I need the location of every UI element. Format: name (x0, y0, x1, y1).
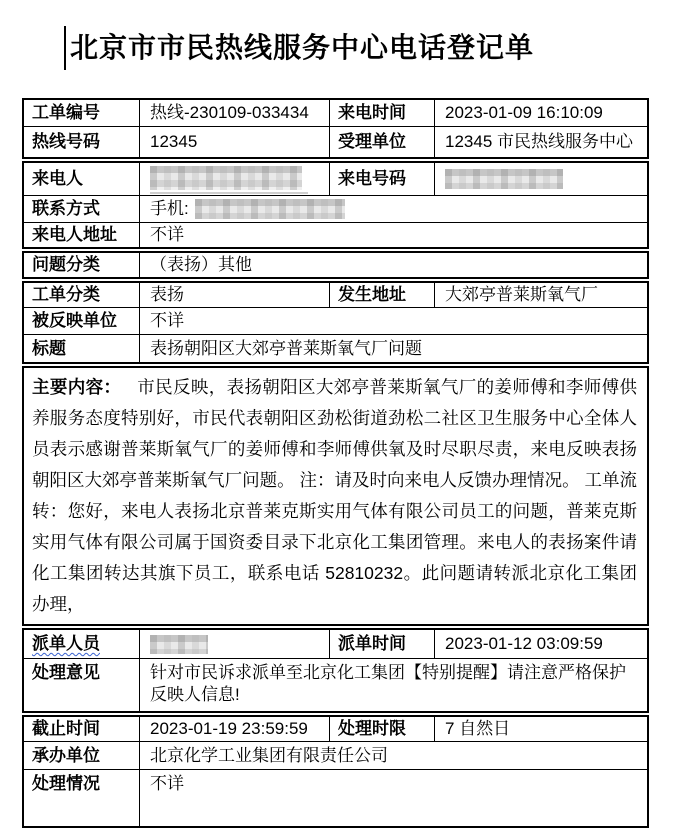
field-dispatch-time-label: 派单时间 (329, 630, 434, 658)
field-caller-no-value (434, 163, 647, 195)
field-status-label: 处理情况 (32, 774, 100, 793)
table-row (24, 222, 647, 247)
redacted-phone-number (195, 199, 345, 219)
field-caller-addr-label: 来电人地址 (32, 225, 117, 244)
dispatcher-label-text: 派单人员 (32, 634, 100, 653)
table-row (24, 741, 647, 769)
field-order-cat-value: 表扬 (139, 283, 329, 307)
contact-prefix: 手机: (150, 199, 189, 218)
field-reported-unit-value: 不详 (139, 308, 647, 334)
field-hotline-no-value: 12345 (139, 127, 329, 157)
field-contact-value (139, 196, 647, 222)
field-time-limit-label: 处理时限 (329, 717, 434, 741)
field-time-limit-value: 7 自然日 (434, 717, 647, 741)
table-row (24, 253, 647, 277)
field-caller-value (139, 163, 329, 195)
table-row (24, 630, 647, 658)
main-content-label: 主要内容： (32, 377, 122, 397)
field-deadline-label: 截止时间 (32, 719, 100, 738)
field-subject-value: 表扬朝阳区大郊亭普莱斯氧气厂问题 (139, 335, 647, 362)
section-problem-category (22, 251, 649, 279)
table-row (24, 769, 647, 826)
table-row (24, 717, 647, 741)
redacted-dispatcher-name (150, 635, 208, 654)
field-order-no-label: 工单编号 (32, 103, 100, 122)
field-caller-label: 来电人 (32, 169, 83, 188)
field-call-time-value: 2023-01-09 16:10:09 (434, 100, 647, 126)
title-block (64, 26, 534, 70)
main-content-text: 市民反映，表扬朝阳区大郊亭普莱斯氧气厂的姜师傅和李师傅供养服务态度特别好，市民代表朝阳区劲松街道劲松二社区卫生服务中心全体人员表示感谢普莱斯氧气厂的姜师傅和李师傅供氧及时尽职尽责，来电反映表扬朝阳区大郊亭普莱斯氧气厂问题。 注：请及时向来电人反馈办理情况。 工单流转：您好，来电人表扬北京普莱克斯实用气体有限公司员工的问题，普莱克斯实用气体有限公司属于国资委目录下北京化工集团管理。来电人的表扬案件请化工集团转达其旗下员工，联系电话 52810232。此问题请转派北京化工集团办理， (32, 377, 637, 614)
table-row (24, 126, 647, 157)
table-row (24, 307, 647, 334)
field-problem-cat-label: 问题分类 (32, 255, 100, 274)
redacted-caller-name (150, 164, 308, 194)
section-order-info (22, 98, 649, 159)
table-row (24, 283, 647, 307)
section-dispatch (22, 628, 649, 713)
section-handling (22, 715, 649, 828)
section-main-content (22, 366, 649, 626)
table-row (24, 163, 647, 195)
field-dispatcher-label (24, 630, 139, 658)
table-row (24, 658, 647, 711)
field-contact-label: 联系方式 (32, 199, 100, 218)
field-order-cat-label: 工单分类 (32, 285, 100, 304)
table-row (24, 100, 647, 126)
field-accept-unit-label: 受理单位 (329, 127, 434, 157)
field-main-content (24, 368, 647, 624)
page-title: 北京市市民热线服务中心电话登记单 (70, 32, 535, 63)
field-dispatcher-value (139, 630, 329, 658)
section-order-category (22, 281, 649, 364)
field-handler-unit-value: 北京化学工业集团有限责任公司 (139, 742, 647, 769)
field-hotline-no-label: 热线号码 (32, 132, 100, 151)
field-call-time-label: 来电时间 (329, 100, 434, 126)
field-handler-unit-label: 承办单位 (32, 745, 100, 765)
field-subject-label: 标题 (32, 338, 66, 358)
table-row (24, 368, 647, 624)
field-caller-addr-value: 不详 (139, 223, 647, 247)
table-row (24, 334, 647, 362)
field-problem-cat-value: （表扬）其他 (139, 253, 647, 277)
redaction-underline (150, 192, 308, 194)
text-cursor (64, 26, 66, 70)
section-caller-info (22, 161, 649, 249)
field-dispatch-time-value: 2023-01-12 03:09:59 (434, 630, 647, 658)
field-accept-unit-value: 12345 市民热线服务中心 (434, 127, 647, 157)
field-opinion-label: 处理意见 (32, 663, 100, 682)
field-reported-unit-label: 被反映单位 (32, 311, 117, 330)
field-incident-addr-label: 发生地址 (329, 283, 434, 307)
pixelated-redaction (150, 166, 302, 190)
field-caller-no-label: 来电号码 (329, 163, 434, 195)
redacted-caller-number (445, 169, 563, 189)
table-row (24, 195, 647, 222)
field-status-value: 不详 (139, 770, 647, 826)
field-order-no-value: 热线-230109-033434 (139, 100, 329, 126)
field-deadline-value: 2023-01-19 23:59:59 (139, 717, 329, 741)
registration-table (22, 98, 649, 828)
field-opinion-value: 针对市民诉求派单至北京化工集团【特别提醒】请注意严格保护反映人信息! (139, 659, 647, 711)
field-incident-addr-value: 大郊亭普莱斯氧气厂 (434, 283, 647, 307)
